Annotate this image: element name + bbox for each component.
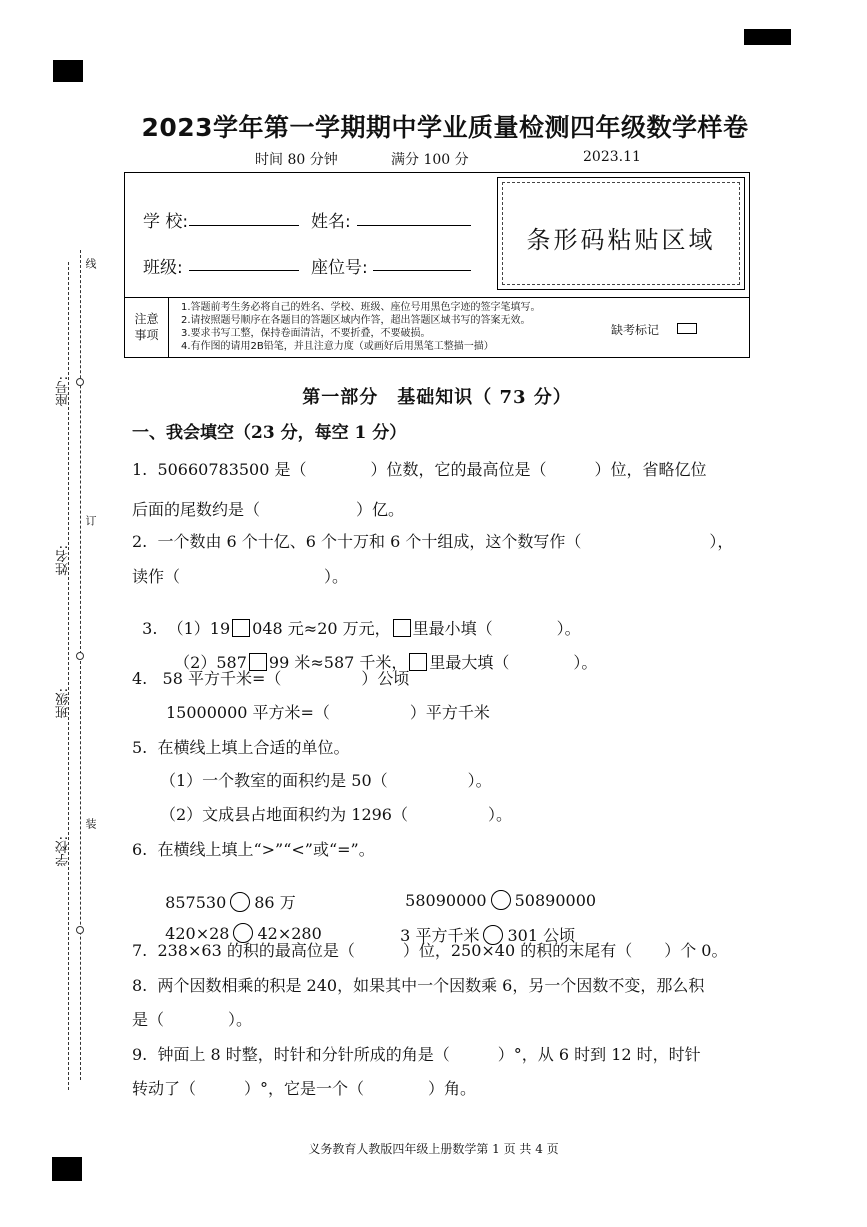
name-label: 姓名: [311,212,351,232]
binding-hole [76,926,84,934]
class-field[interactable] [189,270,299,271]
margin-xian: 线 [84,258,97,269]
question-9-line-1: 9. 钟面上 8 时整，时针和分针所成的角是（ ）°，从 6 时到 12 时，时针 [132,1045,701,1064]
margin-name-label: 姓名: [56,545,71,576]
compare-left: 58090000 [405,891,487,910]
question-5-part-2: （2）文成县占地面积约为 1296（ ）。 [160,805,512,824]
name-field[interactable] [357,225,471,226]
corner-mark-bottom-left [52,1157,82,1181]
exam-score: 满分 100 分 [391,152,469,168]
binding-hole [76,378,84,386]
exam-title: 2023学年第一学期期中学业质量检测四年级数学样卷 [141,113,749,142]
barcode-label: 条形码粘贴区域 [526,226,716,254]
question-8-line-2: 是（ ）。 [132,1010,253,1029]
margin-zhuang: 装 [84,818,97,829]
question-5-part-1: （1）一个教室的面积约是 50（ ）。 [160,771,492,790]
question-9-line-2: 转动了（ ）°，它是一个（ ）角。 [132,1079,477,1098]
question-4-line-2: 15000000 平方米=（ ）平方千米 [166,703,490,722]
part-title: 第一部分 基础知识（ 73 分） [302,387,572,408]
question-8-line-1: 8. 两个因数相乘的积是 240，如果其中一个因数乘 6，另一个因数不变，那么积 [132,976,705,995]
school-label: 学 校: [143,212,189,232]
compare-left: 3 平方千米 [400,926,480,945]
info-fields-row [125,173,749,298]
notice-label [125,297,169,357]
margin-ding: 订 [84,515,97,526]
margin-seat-label: 座号: [56,376,71,407]
notice-item: 2.请按照题号顺序在各题目的答题区域内作答，超出答题区域书写的答案无效。 [181,315,531,326]
barcode-area [497,177,745,290]
compare-left: 857530 [165,893,227,912]
q3-1-suffix: 里最小填（ ）。 [412,619,581,638]
corner-mark-top-right [744,29,791,45]
q3-1-prefix: 3. （1）19 [142,619,231,638]
seat-label: 座位号: [311,258,368,278]
square-icon [409,653,427,671]
compare-right: 50890000 [514,891,597,910]
margin-school-label: 学校: [56,836,71,867]
page-footer: 义务教育人教版四年级上册数学第 1 页 共 4 页 [308,1142,559,1156]
notice-item: 4.有作图的请用2B铅笔，并且注意力度（或画好后用黑笔工整描一描） [181,341,494,352]
q3-1-middle: 048 元≈20 万元， [252,619,391,638]
notice-item: 1.答题前考生务必将自己的姓名、学校、班级、座位号用黑色字迹的签字笔填写。 [181,302,541,313]
student-info-box [124,172,750,358]
class-label: 班级: [143,258,183,278]
margin-class-label: 班级: [56,688,71,719]
corner-mark-top-left [53,60,83,82]
absent-checkbox[interactable] [677,323,697,334]
question-6: 6. 在横线上填上“>”“<”或“=”。 [132,840,375,859]
seat-field[interactable] [373,270,471,271]
exam-date: 2023.11 [583,149,641,165]
exam-time: 时间 80 分钟 [255,152,338,168]
compare-left: 420×28 [165,924,230,943]
absent-label: 缺考标记 [611,323,660,337]
compare-right: 301 公顷 [507,926,576,945]
question-5: 5. 在横线上填上合适的单位。 [132,738,350,757]
question-4-line-1: 4. 58 平方千米=（ ）公顷 [132,669,410,688]
question-2-line-1: 2. 一个数由 6 个十亿、6 个十万和 6 个十组成，这个数写作（ ）， [132,532,734,551]
question-1-line-2: 后面的尾数约是（ ）亿。 [132,500,405,519]
notice-label-line1: 注意 [134,312,159,326]
notice-item: 3.要求书写工整，保持卷面清洁，不要折叠，不要破损。 [181,328,431,339]
question-2-line-2: 读作（ ）。 [132,567,349,586]
binding-hole [76,652,84,660]
q3-2-suffix: 里最大填（ ）。 [429,653,598,672]
notice-list [181,301,541,353]
notice-label-line2: 事项 [134,328,159,342]
compare-right: 86 万 [254,893,296,912]
school-field[interactable] [189,225,299,226]
section-heading: 一、我会填空（23 分，每空 1 分） [132,423,407,443]
q3-2-middle: 99 米≈587 千米， [268,653,408,672]
question-7: 7. 238×63 的积的最高位是（ ）位，250×40 的积的末尾有（ ）个 0。 [132,941,728,960]
binding-line-inner [80,250,81,1080]
compare-right: 42×280 [257,924,322,943]
q3-2-prefix: （2）587 [174,653,247,672]
question-1-line-1: 1. 50660783500 是（ ）位数，它的最高位是（ ）位，省略亿位 [132,460,707,479]
